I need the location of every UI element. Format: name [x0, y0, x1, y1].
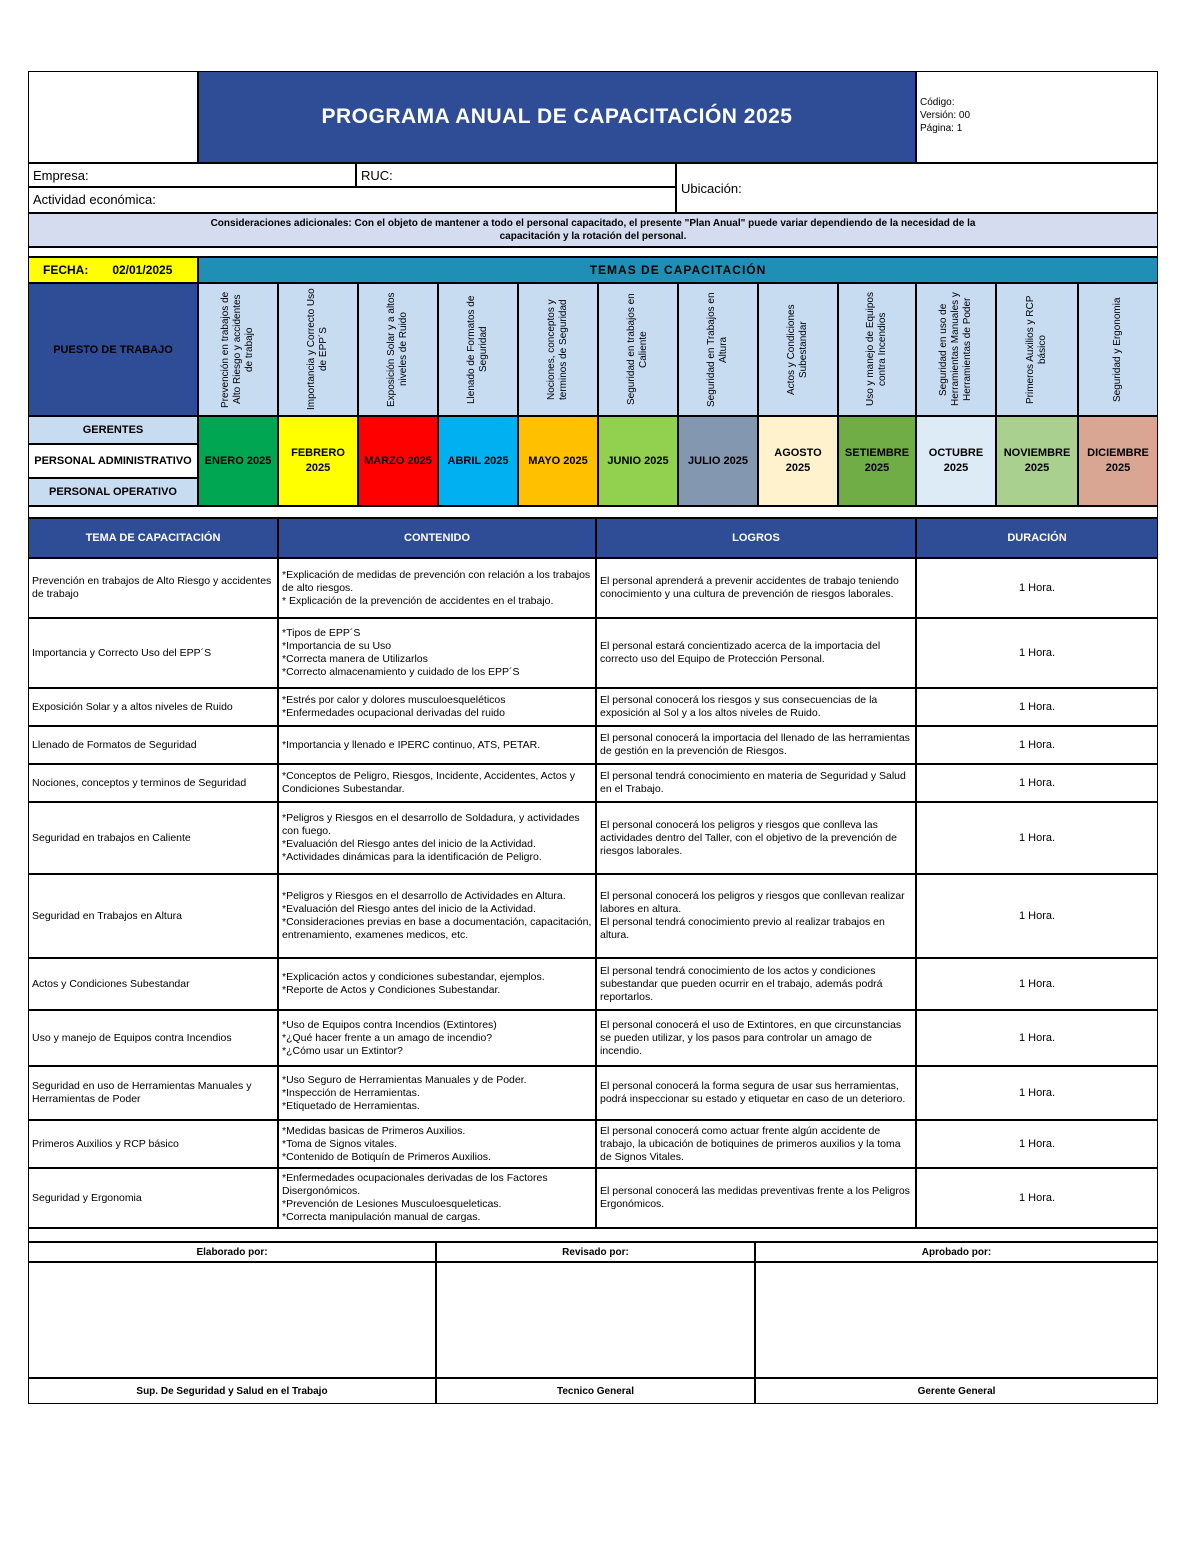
row-tema-text: Seguridad en uso de Herramientas Manuales y Herramientas de Poder: [32, 1080, 252, 1105]
row-duracion: [916, 1120, 1158, 1168]
actividad-field[interactable]: [28, 187, 676, 213]
empresa-field[interactable]: [28, 163, 356, 187]
aprobado-header: Aprobado por:: [755, 1242, 1158, 1262]
theme-label: Primeros Auxilios y RCP básico: [1025, 295, 1048, 404]
row-duracion: [916, 1168, 1158, 1228]
theme-column-header: [1078, 283, 1158, 416]
row-logros-text: El personal conocerá los riesgos y sus consecuencias de la exposición al Sol y a los altos niveles de Ruido.: [600, 694, 878, 719]
theme-column-header: [358, 283, 438, 416]
row-contenido-text: *Peligros y Riesgos en el desarrollo de Actividades en Altura. *Evaluación del Riesgo antes del inicio de la Actividad. *Consideraciones previas en base a documentación, capacitación, entrenamiento, examenes medicos, etc.: [282, 890, 592, 941]
theme-column-header: [598, 283, 678, 416]
fecha-box: [28, 257, 198, 283]
theme-label: Importancia y Correcto Uso de EPP´S: [306, 288, 329, 411]
empresa-label: Empresa:: [33, 168, 89, 183]
theme-label: Prevención en trabajos de Alto Riesgo y accidentes de trabajo: [220, 291, 255, 408]
row-duracion-text: 1 Hora.: [1018, 1087, 1056, 1099]
row-tema: [28, 1010, 278, 1066]
row-duracion: [916, 764, 1158, 802]
row-tema-text: Llenado de Formatos de Seguridad: [32, 738, 197, 751]
row-logros-text: El personal conocerá los peligros y riesgos que conllevan realizar labores en altura. El personal tendrá conocimiento previo al realizar trabajos en altura.: [600, 890, 905, 941]
row-contenido: [278, 1066, 596, 1120]
row-tema: [28, 558, 278, 618]
elaborado-header: Elaborado por:: [28, 1242, 436, 1262]
month-cell: JULIO 2025: [678, 416, 758, 506]
row-contenido-text: *Importancia y llenado e IPERC continuo, ATS, PETAR.: [282, 738, 541, 751]
header-tema: TEMA DE CAPACITACIÓN: [28, 518, 278, 558]
theme-label: Seguridad en trabajos en Caliente: [626, 293, 649, 406]
pagina-label: Página: 1: [920, 123, 963, 134]
row-logros: [596, 726, 916, 764]
row-contenido: [278, 726, 596, 764]
theme-column-header: [758, 283, 838, 416]
row-tema-text: Actos y Condiciones Subestandar: [32, 977, 190, 990]
row-duracion: [916, 874, 1158, 958]
elaborado-signature-box[interactable]: [28, 1262, 436, 1378]
row-tema-text: Uso y manejo de Equipos contra Incendios: [32, 1031, 232, 1044]
row-duracion-text: 1 Hora.: [1018, 739, 1056, 751]
row-logros: [596, 618, 916, 688]
row-contenido: [278, 1120, 596, 1168]
role-administrativo: PERSONAL ADMINISTRATIVO: [28, 444, 198, 478]
theme-column-header: [916, 283, 996, 416]
month-cell: AGOSTO 2025: [758, 416, 838, 506]
row-duracion-text: 1 Hora.: [1018, 1192, 1056, 1204]
row-duracion-text: 1 Hora.: [1018, 1138, 1056, 1150]
row-contenido: [278, 1010, 596, 1066]
month-cell: ABRIL 2025: [438, 416, 518, 506]
row-contenido: [278, 618, 596, 688]
role-operativo: PERSONAL OPERATIVO: [28, 478, 198, 506]
row-duracion-text: 1 Hora.: [1018, 582, 1056, 594]
row-logros-text: El personal conocerá la forma segura de usar sus herramientas, podrá inspeccionar su estado y etiquetar en caso de un deterioro.: [600, 1080, 906, 1105]
themes-title: TEMAS DE CAPACITACIÓN: [198, 257, 1158, 283]
theme-column-header: [198, 283, 278, 416]
row-tema: [28, 618, 278, 688]
row-duracion: [916, 1066, 1158, 1120]
row-contenido: [278, 688, 596, 726]
row-contenido-text: *Explicación de medidas de prevención con relación a los trabajos de alto riesgos. * Explicación de la prevención de accidentes en el trabajo.: [282, 568, 591, 607]
actividad-label: Actividad económica:: [33, 192, 156, 207]
row-contenido-text: *Conceptos de Peligro, Riesgos, Incidente, Accidentes, Actos y Condiciones Subestandar.: [282, 770, 576, 795]
month-cell: DICIEMBRE 2025: [1078, 416, 1158, 506]
row-contenido: [278, 874, 596, 958]
version-label: Versión: 00: [920, 110, 971, 121]
ubicacion-label: Ubicación:: [681, 180, 742, 196]
row-tema: [28, 1120, 278, 1168]
row-duracion: [916, 1010, 1158, 1066]
month-cell: FEBRERO 2025: [278, 416, 358, 506]
row-contenido: [278, 958, 596, 1010]
row-logros: [596, 558, 916, 618]
row-tema-text: Prevención en trabajos de Alto Riesgo y accidentes de trabajo: [32, 575, 272, 600]
theme-column-header: [438, 283, 518, 416]
row-contenido-text: *Medidas basicas de Primeros Auxilios. *Toma de Signos vitales. *Contenido de Botiquín de Primeros Auxilios.: [282, 1124, 491, 1163]
theme-label: Uso y manejo de Equipos contra Incendios: [865, 292, 888, 407]
month-cell: ENERO 2025: [198, 416, 278, 506]
revisado-signature-box[interactable]: [436, 1262, 755, 1378]
row-contenido: [278, 1168, 596, 1228]
fecha-label: FECHA:: [43, 263, 89, 277]
row-logros-text: El personal tendrá conocimiento en materia de Seguridad y Salud en el Trabajo.: [600, 770, 906, 795]
row-logros-text: El personal conocerá los peligros y riesgos que conlleva las actividades dentro del Taller, con el objetivo de la prevención de riesgos laborales.: [600, 818, 897, 857]
row-duracion: [916, 958, 1158, 1010]
row-logros: [596, 802, 916, 874]
revisado-header: Revisado por:: [436, 1242, 755, 1262]
revisado-role: Tecnico General: [436, 1378, 755, 1404]
row-tema-text: Seguridad en trabajos en Caliente: [32, 831, 191, 844]
theme-label: Seguridad en Trabajos en Altura: [706, 292, 729, 407]
row-tema: [28, 1168, 278, 1228]
ruc-label: RUC:: [361, 168, 393, 183]
row-tema: [28, 802, 278, 874]
month-cell: MARZO 2025: [358, 416, 438, 506]
row-logros-text: El personal conocerá las medidas preventivas frente a los Peligros Ergonómicos.: [600, 1185, 910, 1210]
row-duracion-text: 1 Hora.: [1018, 978, 1056, 990]
row-tema-text: Seguridad en Trabajos en Altura: [32, 909, 183, 922]
row-duracion: [916, 802, 1158, 874]
row-tema-text: Nociones, conceptos y terminos de Seguridad: [32, 776, 247, 789]
row-duracion: [916, 558, 1158, 618]
row-tema: [28, 764, 278, 802]
ubicacion-field[interactable]: [676, 163, 1158, 213]
row-tema: [28, 688, 278, 726]
theme-label: Llenado de Formatos de Seguridad: [466, 295, 489, 404]
row-duracion-text: 1 Hora.: [1018, 832, 1056, 844]
theme-column-header: [278, 283, 358, 416]
theme-label: Seguridad y Ergonomia: [1112, 297, 1123, 402]
row-logros: [596, 688, 916, 726]
elaborado-role: Sup. De Seguridad y Salud en el Trabajo: [28, 1378, 436, 1404]
row-logros-text: El personal conocerá el uso de Extintores, en que circunstancias se pueden utilizar, y los pasos para controlar un amago de incendio.: [600, 1018, 902, 1057]
row-tema: [28, 1066, 278, 1120]
row-logros-text: El personal conocerá como actuar frente algún accidente de trabajo, la ubicación de botiquines de primeros auxilios y la toma de Signos Vitales.: [600, 1124, 901, 1163]
row-logros-text: El personal conocerá la importacia del llenado de las herramientas de gestión en la prevención de Riesgos.: [600, 732, 910, 757]
theme-label: Nociones, conceptos y terminos de Seguridad: [546, 299, 569, 400]
header-logros: LOGROS: [596, 518, 916, 558]
row-logros: [596, 1066, 916, 1120]
row-logros-text: El personal aprenderá a prevenir accidentes de trabajo teniendo conocimiento y una cultura de prevención de riesgos laborales.: [600, 575, 899, 600]
theme-label: Seguridad en uso de Herramientas Manuales y Herramientas de Poder: [938, 292, 973, 407]
row-tema: [28, 958, 278, 1010]
row-contenido-text: *Uso Seguro de Herramientas Manuales y de Poder. *Inspección de Herramientas. *Etiquetado de Herramientas.: [282, 1073, 527, 1112]
month-cell: NOVIEMBRE 2025: [996, 416, 1078, 506]
theme-column-header: [838, 283, 916, 416]
row-logros: [596, 1168, 916, 1228]
row-duracion: [916, 726, 1158, 764]
row-duracion-text: 1 Hora.: [1018, 647, 1056, 659]
row-duracion-text: 1 Hora.: [1018, 910, 1056, 922]
aprobado-role: Gerente General: [755, 1378, 1158, 1404]
spacer-row-3: [28, 1228, 1158, 1242]
logo-box: [28, 71, 198, 163]
row-contenido-text: *Estrés por calor y dolores musculoesqueléticos *Enfermedades ocupacional derivadas del ruido: [282, 694, 506, 719]
row-tema: [28, 874, 278, 958]
row-tema-text: Primeros Auxilios y RCP básico: [32, 1137, 179, 1150]
row-contenido-text: *Peligros y Riesgos en el desarrollo de Soldadura, y actividades con fuego. *Evaluación del Riesgo antes del inicio de la Actividad. *Actividades dinámicas para la identificación de Peligro.: [282, 812, 580, 863]
row-duracion: [916, 688, 1158, 726]
ruc-field[interactable]: [356, 163, 676, 187]
row-tema-text: Importancia y Correcto Uso del EPP´S: [32, 646, 212, 659]
theme-column-header: [518, 283, 598, 416]
aprobado-signature-box[interactable]: [755, 1262, 1158, 1378]
consideraciones-note: Consideraciones adicionales: Con el objeto de mantener a todo el personal capacitado, el presente "Plan Anual" puede variar dependiendo de la necesidad de la capacitación y la rotación del personal.: [28, 213, 1158, 247]
document-title: PROGRAMA ANUAL DE CAPACITACIÓN 2025: [198, 71, 916, 163]
row-logros: [596, 874, 916, 958]
puesto-trabajo-label: PUESTO DE TRABAJO: [28, 283, 198, 416]
row-tema-text: Exposición Solar y a altos niveles de Ruido: [32, 700, 233, 713]
row-logros-text: El personal estará concientizado acerca de la importacia del correcto uso del Equipo de Protección Personal.: [600, 640, 881, 665]
spacer-row: [28, 247, 1158, 257]
row-tema-text: Seguridad y Ergonomia: [32, 1191, 142, 1204]
row-contenido: [278, 802, 596, 874]
month-cell: SETIEMBRE 2025: [838, 416, 916, 506]
theme-column-header: [996, 283, 1078, 416]
month-cell: JUNIO 2025: [598, 416, 678, 506]
row-duracion: [916, 618, 1158, 688]
spacer-row-2: [28, 506, 1158, 518]
month-cell: OCTUBRE 2025: [916, 416, 996, 506]
theme-label: Actos y Condiciones Subestandar: [786, 304, 809, 395]
row-tema: [28, 726, 278, 764]
row-contenido-text: *Enfermedades ocupacionales derivadas de los Factores Disergonómicos. *Prevención de Lesiones Musculoesqueleticas. *Correcta manipulación manual de cargas.: [282, 1172, 548, 1223]
codigo-label: Código:: [920, 97, 955, 108]
fecha-value: 02/01/2025: [112, 263, 173, 277]
theme-column-header: [678, 283, 758, 416]
row-logros: [596, 958, 916, 1010]
role-gerentes: GERENTES: [28, 416, 198, 444]
row-logros: [596, 764, 916, 802]
month-cell: MAYO 2025: [518, 416, 598, 506]
row-duracion-text: 1 Hora.: [1018, 701, 1056, 713]
theme-label: Exposición Solar y a altos niveles de Ruido: [386, 292, 409, 407]
row-logros: [596, 1120, 916, 1168]
row-contenido-text: *Tipos de EPP´S *Importancia de su Uso *Correcta manera de Utilizarlos *Correcto almacenamiento y cuidado de los EPP´S: [282, 627, 520, 678]
row-contenido-text: *Explicación actos y condiciones subestandar, ejemplos. *Reporte de Actos y Condiciones Subestandar.: [282, 971, 545, 996]
row-contenido: [278, 764, 596, 802]
row-duracion-text: 1 Hora.: [1018, 777, 1056, 789]
row-duracion-text: 1 Hora.: [1018, 1032, 1056, 1044]
header-contenido: CONTENIDO: [278, 518, 596, 558]
row-contenido: [278, 558, 596, 618]
row-contenido-text: *Uso de Equipos contra Incendios (Extintores) *¿Qué hacer frente a un amago de incendio? *¿Cómo usar un Extintor?: [282, 1018, 497, 1057]
header-duracion: DURACIÓN: [916, 518, 1158, 558]
document-meta: [916, 71, 1158, 163]
row-logros-text: El personal tendrá conocimiento de los actos y condiciones subestandar que pueden ocurrir en el trabajo, además podrá reportarlos.: [600, 964, 883, 1003]
row-logros: [596, 1010, 916, 1066]
